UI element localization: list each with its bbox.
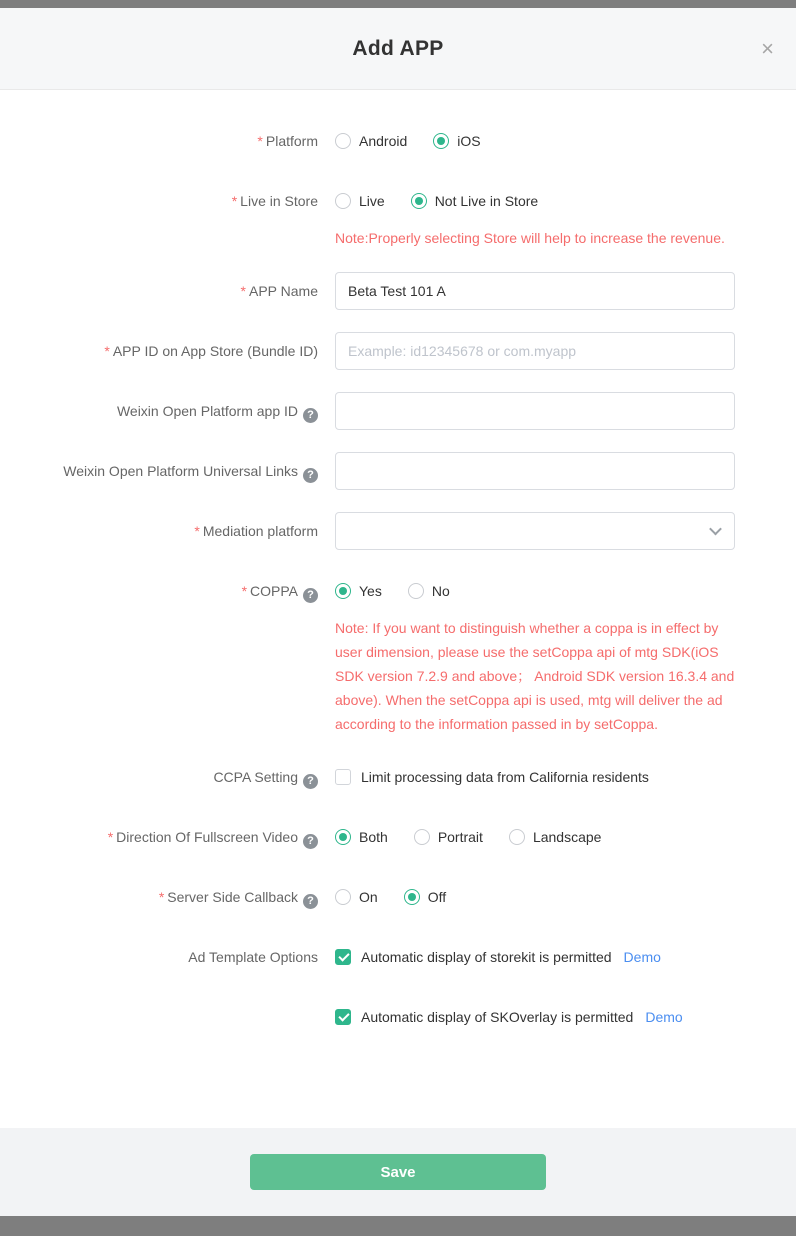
required-mark: * [107,829,114,845]
radio-icon [433,133,449,149]
app-name-label: * APP Name [240,283,318,299]
form-row-ad-template-storekit [0,938,796,976]
form-row-app-name [0,272,796,310]
storekit-checkbox[interactable]: Automatic display of storekit is permitted [335,949,612,965]
required-mark: * [231,193,238,209]
form-row-ad-template-skoverlay [0,998,796,1036]
required-mark: * [194,523,200,539]
add-app-modal [0,8,796,1216]
storekit-demo-link[interactable]: Demo [623,949,661,965]
help-icon[interactable]: ? [303,408,318,423]
live-in-store-label: * Live in Store [231,193,318,209]
radio-ios[interactable]: iOS [433,133,480,149]
required-mark: * [158,889,165,905]
weixin-universal-links-label: Weixin Open Platform Universal Links ? [0,452,318,490]
help-icon[interactable]: ? [303,834,318,849]
checkbox-icon [335,769,351,785]
help-icon[interactable]: ? [303,468,318,483]
radio-icon [335,829,351,845]
radio-android[interactable]: Android [335,133,407,149]
checkbox-icon [335,949,351,965]
ccpa-label: CCPA Setting ? [0,758,318,796]
coppa-label: * COPPA ? [0,572,318,736]
skoverlay-demo-link[interactable]: Demo [645,1009,683,1025]
radio-live[interactable]: Live [335,193,385,209]
app-name-input[interactable] [335,272,735,310]
server-side-callback-label: * Server Side Callback ? [0,878,318,916]
app-id-input[interactable] [335,332,735,370]
ad-template-options-label: Ad Template Options [188,949,318,965]
checkbox-icon [335,1009,351,1025]
form-row-weixin-universal-links [0,452,796,490]
radio-callback-on[interactable]: On [335,889,378,905]
radio-coppa-yes[interactable]: Yes [335,583,382,599]
platform-label: * Platform [257,133,318,149]
skoverlay-checkbox[interactable]: Automatic display of SKOverlay is permitted [335,1009,633,1025]
required-mark: * [104,343,110,359]
radio-icon [335,889,351,905]
radio-icon [408,583,424,599]
coppa-note: Note: If you want to distinguish whether a coppa is in effect by user dimension, please use the setCoppa api of mtg SDK(iOS SDK version 7.2.9 and above； Android SDK version 16.3.4 and above). When the setCoppa api is used, mtg will deliver the ad according to the information passed in by setCoppa. [335,620,735,732]
mediation-platform-select[interactable] [335,512,735,550]
radio-icon [335,193,351,209]
radio-icon [335,583,351,599]
weixin-app-id-label: Weixin Open Platform app ID ? [0,392,318,430]
help-icon[interactable]: ? [303,588,318,603]
radio-coppa-no[interactable]: No [408,583,450,599]
close-icon[interactable]: × [761,35,774,61]
form-row-server-side-callback [0,878,796,916]
required-mark: * [241,583,248,599]
page-title: Add APP [352,36,444,60]
radio-direction-portrait[interactable]: Portrait [414,829,483,845]
mediation-platform-label: * Mediation platform [194,523,318,539]
save-button[interactable]: Save [250,1154,546,1190]
form-row-live-in-store [0,182,796,250]
radio-direction-both[interactable]: Both [335,829,388,845]
modal-body [0,90,796,1128]
modal-header [0,8,796,90]
weixin-app-id-input[interactable] [335,392,735,430]
form-row-weixin-app-id [0,392,796,430]
form-row-coppa [0,572,796,736]
radio-icon [411,193,427,209]
form-row-fullscreen-direction [0,818,796,856]
radio-direction-landscape[interactable]: Landscape [509,829,602,845]
radio-icon [404,889,420,905]
chevron-down-icon [709,523,722,536]
fullscreen-direction-label: * Direction Of Fullscreen Video ? [0,818,318,856]
form-row-platform [0,122,796,160]
form-row-ccpa [0,758,796,796]
ad-template-options-label-spacer [0,998,318,1036]
radio-icon [509,829,525,845]
form-row-mediation-platform [0,512,796,550]
required-mark: * [240,283,246,299]
live-in-store-note: Note:Properly selecting Store will help to increase the revenue. [335,230,725,246]
radio-icon [335,133,351,149]
help-icon[interactable]: ? [303,774,318,789]
required-mark: * [257,133,263,149]
weixin-universal-links-input[interactable] [335,452,735,490]
radio-callback-off[interactable]: Off [404,889,446,905]
radio-not-live-in-store[interactable]: Not Live in Store [411,193,539,209]
form-row-app-id [0,332,796,370]
help-icon[interactable]: ? [303,894,318,909]
ccpa-checkbox[interactable]: Limit processing data from California residents [335,769,649,785]
radio-icon [414,829,430,845]
app-id-label: * APP ID on App Store (Bundle ID) [104,343,318,359]
modal-footer [0,1128,796,1216]
